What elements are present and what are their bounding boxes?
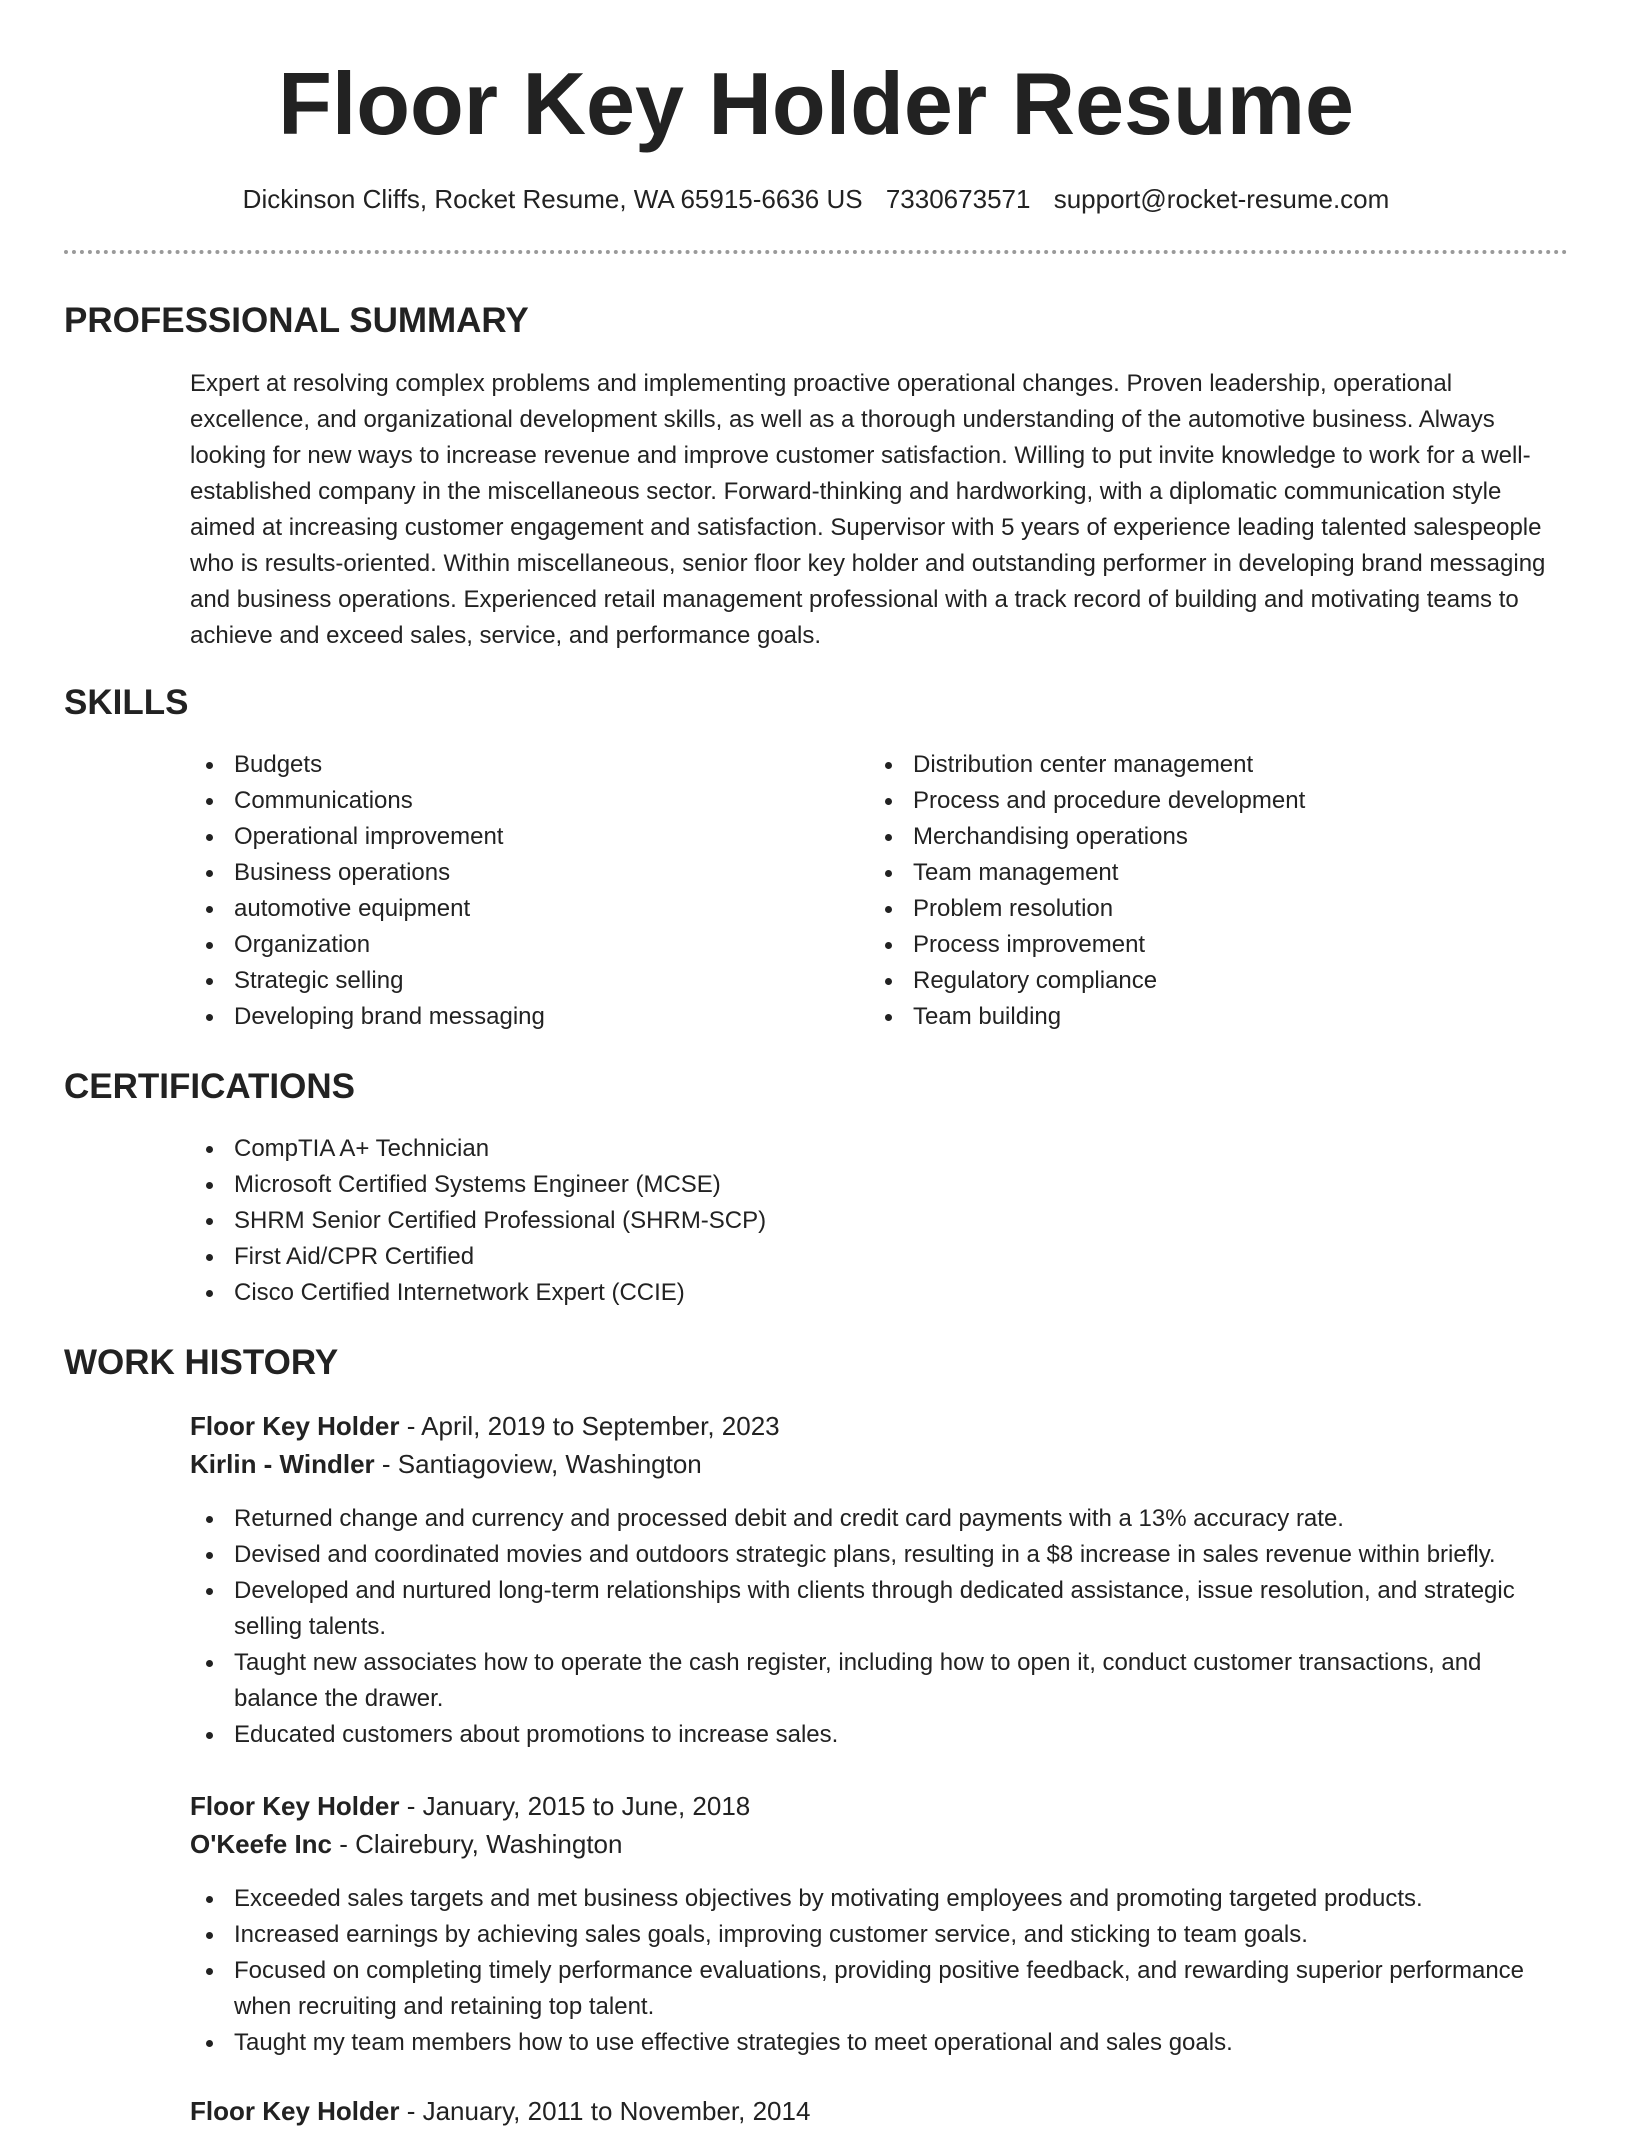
list-item: Process improvement <box>869 927 1549 963</box>
list-item: Budgets <box>190 747 830 783</box>
contact-phone: 7330673571 <box>885 184 1031 214</box>
list-item: Devised and coordinated movies and outdoors strategic plans, resulting in a $8 increase in sales revenue within briefly. <box>190 1537 1570 1573</box>
list-item: Microsoft Certified Systems Engineer (MCSE) <box>190 1167 1550 1203</box>
job-title: Floor Key Holder <box>190 1791 400 1821</box>
list-item: Problem resolution <box>869 891 1549 927</box>
list-item: Organization <box>190 927 830 963</box>
job-company: O'Keefe Inc <box>190 1829 333 1859</box>
list-item: Returned change and currency and processed debit and credit card payments with a 13% accuracy rate. <box>190 1501 1570 1537</box>
header-divider <box>64 250 1568 254</box>
certifications-list <box>190 1131 1550 1311</box>
job-company: Kirlin - Windler <box>190 1449 375 1479</box>
contact-address: Dickinson Cliffs, Rocket Resume, WA 65915-6636 US <box>242 184 863 214</box>
list-item: Merchandising operations <box>869 819 1549 855</box>
job-dates: - January, 2011 to November, 2014 <box>399 2096 811 2126</box>
skills-list-left <box>190 747 830 1035</box>
list-item: Developing brand messaging <box>190 999 830 1035</box>
list-item: Cisco Certified Internetwork Expert (CCIE) <box>190 1275 1550 1311</box>
contact-line <box>0 182 1632 216</box>
job-1-company-line <box>190 1445 702 1483</box>
summary-text: Expert at resolving complex problems and implementing proactive operational changes. Proven leadership, operational excellence, and organizational development skills, as well as a thorough understanding of the automotive business. Always looking for new ways to increase revenue and improve customer satisfaction. Willing to put invite knowledge to work for a well-established company in the miscellaneous sector. Forward-thinking and hardworking, with a diplomatic communication style aimed at increasing customer engagement and satisfaction. Supervisor with 5 years of experience leading talented salespeople who is results-oriented. Within miscellaneous, senior floor key holder and outstanding performer in developing brand messaging and business operations. Experienced retail management professional with a track record of building and motivating teams to achieve and exceed sales, service, and performance goals. <box>190 370 1546 649</box>
job-location: - Santiagoview, Washington <box>374 1449 702 1479</box>
work-history-heading: WORK HISTORY <box>64 1343 339 1382</box>
list-item: Focused on completing timely performance evaluations, providing positive feedback, and rewarding superior performance when recruiting and retaining top talent. <box>190 1953 1570 2025</box>
list-item: Increased earnings by achieving sales goals, improving customer service, and sticking to team goals. <box>190 1917 1570 1953</box>
job-2-bullets <box>190 1881 1570 2061</box>
certifications-heading: CERTIFICATIONS <box>64 1067 356 1106</box>
list-item: Taught my team members how to use effective strategies to meet operational and sales goals. <box>190 2025 1570 2061</box>
list-item: Distribution center management <box>869 747 1549 783</box>
job-1-title-line <box>190 1407 780 1445</box>
list-item: SHRM Senior Certified Professional (SHRM-SCP) <box>190 1203 1550 1239</box>
list-item: First Aid/CPR Certified <box>190 1239 1550 1275</box>
list-item: Educated customers about promotions to increase sales. <box>190 1717 1570 1753</box>
job-title: Floor Key Holder <box>190 2096 400 2126</box>
skills-heading: SKILLS <box>64 683 189 722</box>
list-item: Taught new associates how to operate the cash register, including how to open it, conduct customer transactions, and balance the drawer. <box>190 1645 1570 1717</box>
summary-heading: PROFESSIONAL SUMMARY <box>64 301 529 340</box>
resume-title: Floor Key Holder Resume <box>278 54 1354 153</box>
job-2-company-line <box>190 1825 622 1863</box>
list-item: Strategic selling <box>190 963 830 999</box>
job-location: - Clairebury, Washington <box>332 1829 623 1859</box>
list-item: Team management <box>869 855 1549 891</box>
list-item: Exceeded sales targets and met business objectives by motivating employees and promoting targeted products. <box>190 1881 1570 1917</box>
contact-email: support@rocket-resume.com <box>1053 184 1390 214</box>
list-item: Business operations <box>190 855 830 891</box>
job-title: Floor Key Holder <box>190 1411 400 1441</box>
list-item: Developed and nurtured long-term relationships with clients through dedicated assistance, issue resolution, and strategic selling talents. <box>190 1573 1570 1645</box>
list-item: Team building <box>869 999 1549 1035</box>
job-dates: - April, 2019 to September, 2023 <box>399 1411 780 1441</box>
skills-list-right <box>869 747 1549 1035</box>
list-item: Regulatory compliance <box>869 963 1549 999</box>
job-dates: - January, 2015 to June, 2018 <box>399 1791 751 1821</box>
job-1-bullets <box>190 1501 1570 1753</box>
job-3-title-line <box>190 2092 810 2130</box>
list-item: automotive equipment <box>190 891 830 927</box>
list-item: Operational improvement <box>190 819 830 855</box>
list-item: Process and procedure development <box>869 783 1549 819</box>
job-2-title-line <box>190 1787 750 1825</box>
list-item: Communications <box>190 783 830 819</box>
list-item: CompTIA A+ Technician <box>190 1131 1550 1167</box>
